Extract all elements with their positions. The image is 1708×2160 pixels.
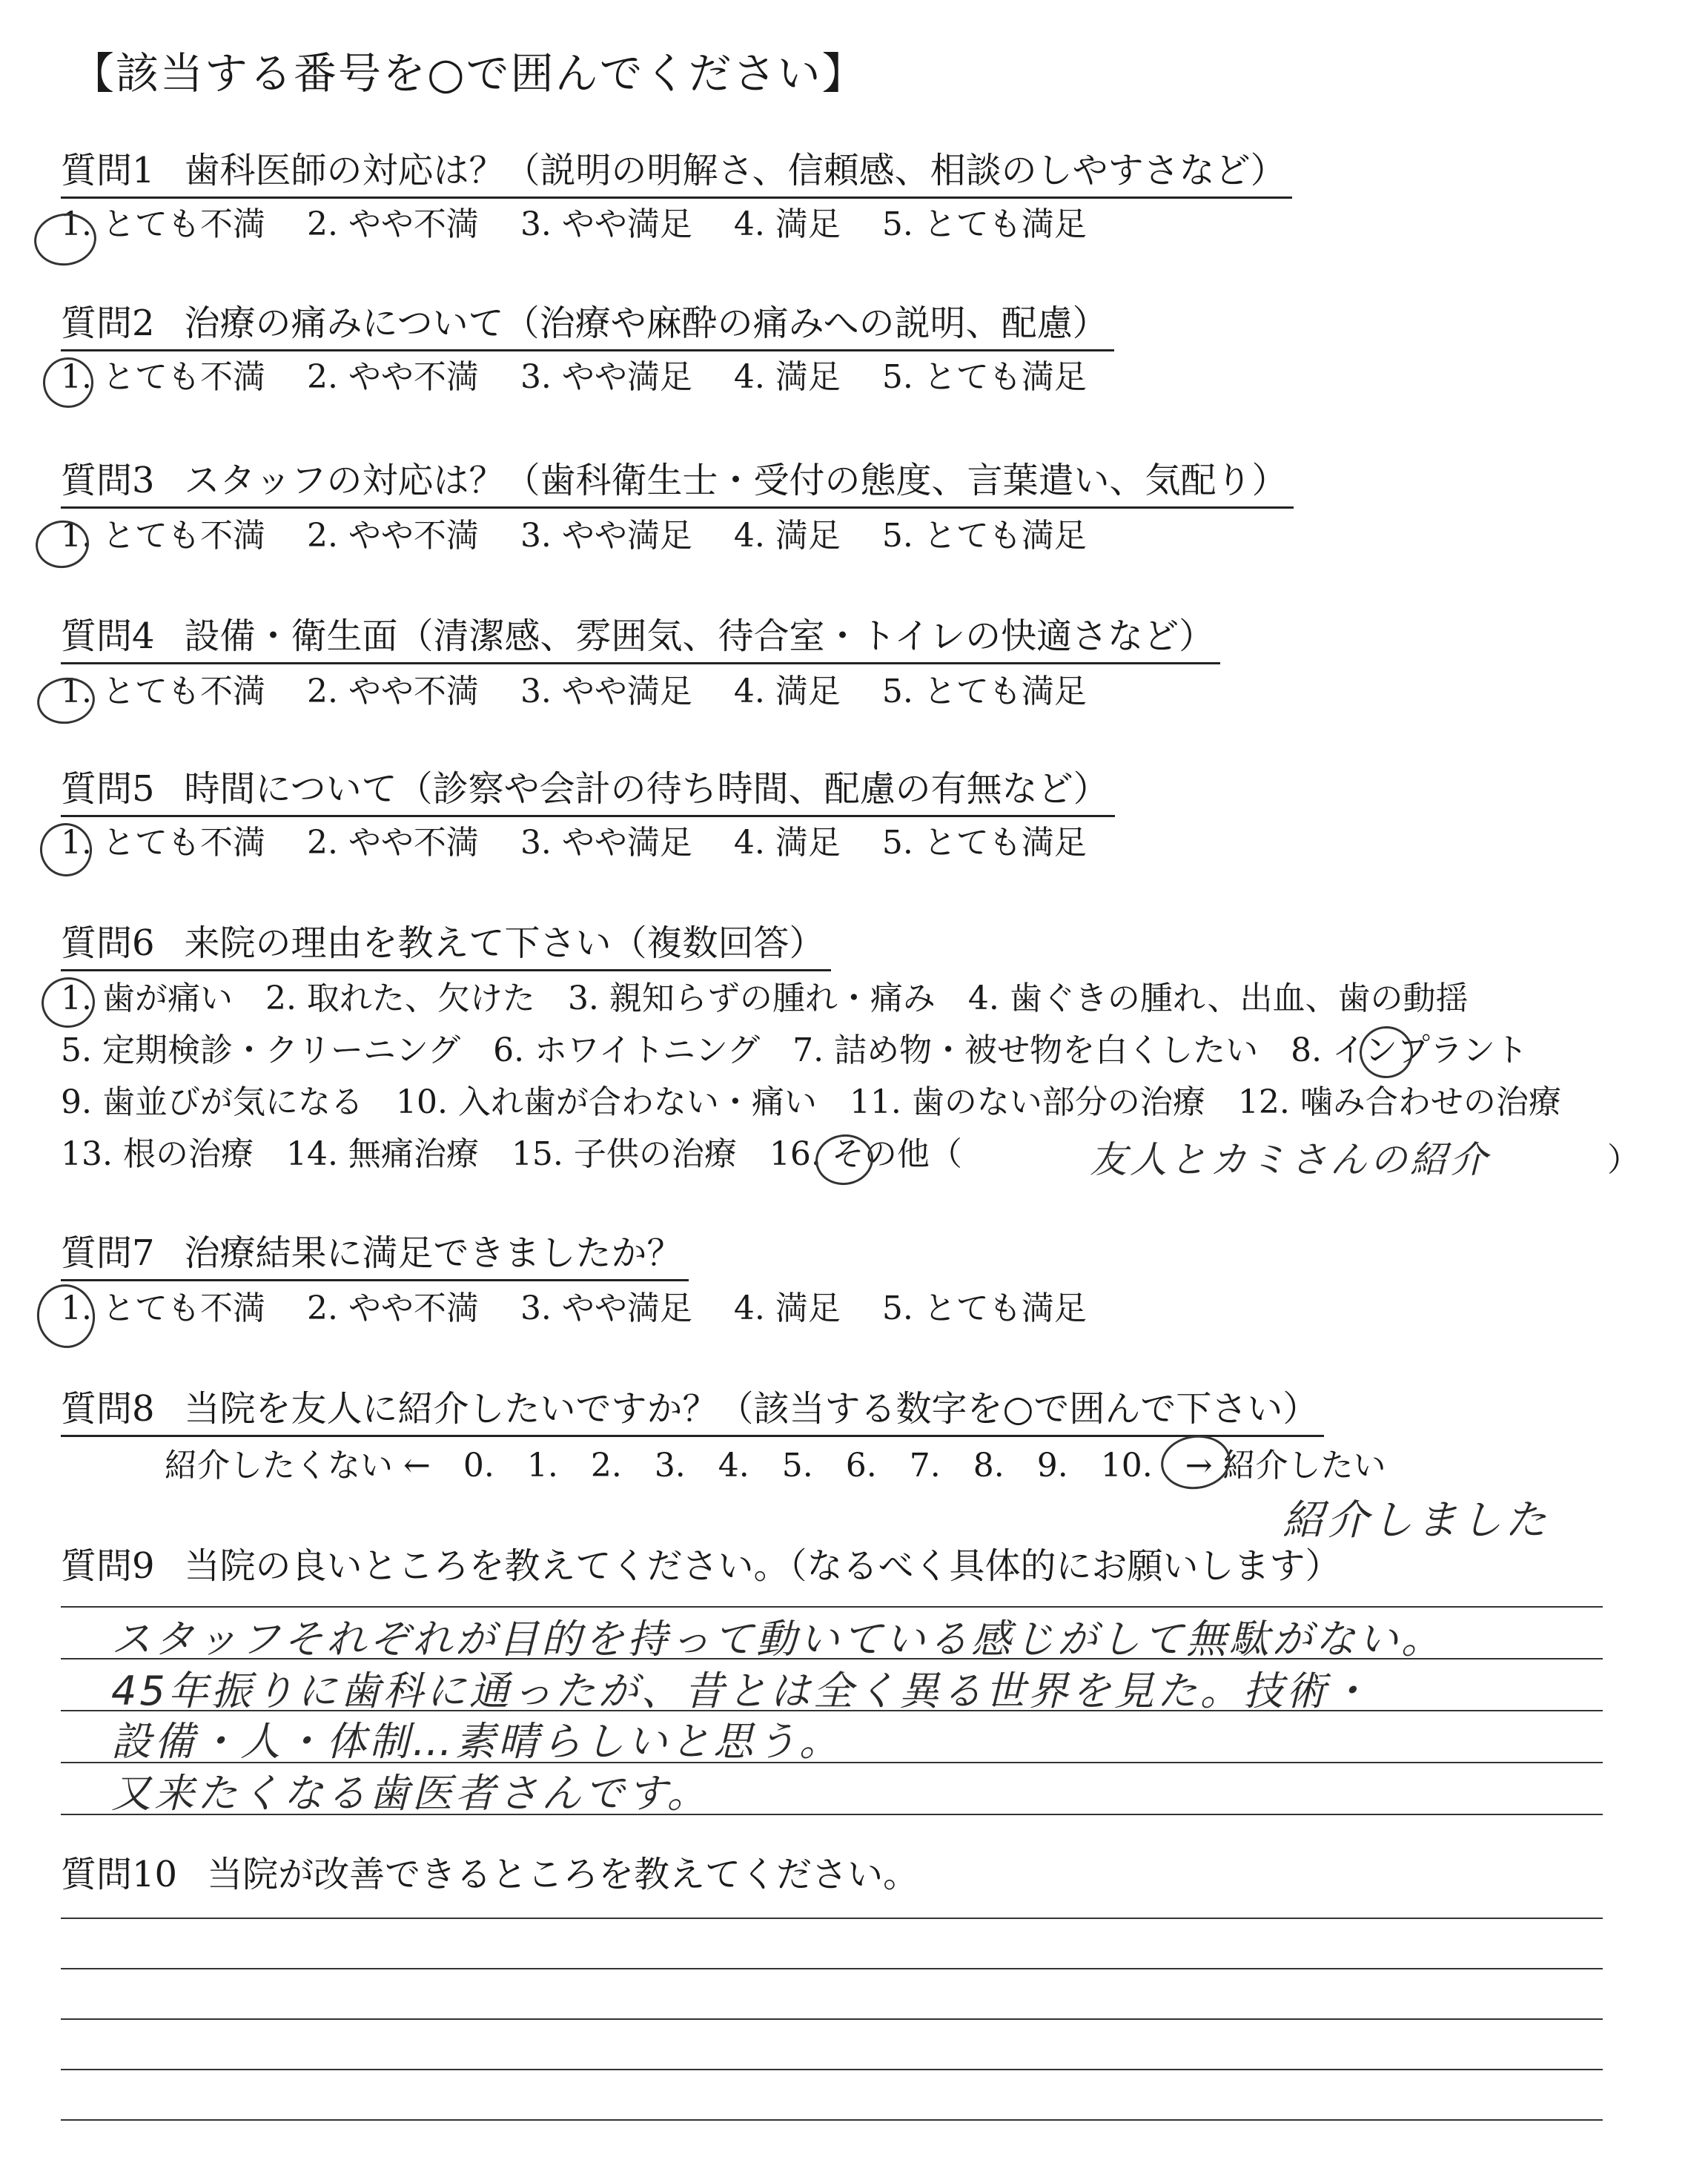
- option-5[interactable]: 5. とても満足: [881, 824, 1087, 862]
- option-2[interactable]: 2. やや不満: [306, 1289, 479, 1327]
- option-9[interactable]: 9. 歯並びが気になる: [61, 1083, 363, 1121]
- option-5[interactable]: 5. とても満足: [881, 205, 1087, 243]
- option-3[interactable]: 3. やや満足: [520, 517, 692, 555]
- question-3: [61, 457, 1294, 509]
- question-text: スタッフの対応は？（歯科衛生士・受付の態度、言葉遣い、気配り）: [184, 460, 1288, 501]
- option-2[interactable]: 2. 取れた、欠けた: [265, 980, 535, 1017]
- question-text: 歯科医師の対応は？（説明の明解さ、信頼感、相談のしやすさなど）: [184, 150, 1286, 191]
- option-4[interactable]: 4. 満足: [733, 1289, 841, 1327]
- question-number: 質問9: [61, 1545, 155, 1587]
- option-13[interactable]: 13. 根の治療: [61, 1135, 254, 1173]
- question-7: [61, 1229, 689, 1281]
- option-2[interactable]: 2. やや不満: [306, 517, 479, 555]
- option-3[interactable]: 3. やや満足: [520, 824, 692, 862]
- scale-value[interactable]: 7.: [909, 1447, 941, 1484]
- option-2[interactable]: 2. やや不満: [306, 673, 479, 710]
- q9-answer-line-3: 設備・人・体制…素晴らしいと思う。: [111, 1718, 842, 1765]
- scale-value[interactable]: 3.: [654, 1447, 686, 1484]
- option-2[interactable]: 2. やや不満: [306, 205, 479, 243]
- question-number: 質問7: [61, 1232, 155, 1274]
- question-text: 治療結果に満足できましたか？: [184, 1232, 683, 1274]
- option-8[interactable]: 8. インプラント: [1291, 1031, 1529, 1069]
- question-9: [61, 1542, 1341, 1591]
- option-4[interactable]: 4. 満足: [733, 358, 841, 396]
- option-5[interactable]: 5. とても満足: [881, 517, 1087, 555]
- option-14[interactable]: 14. 無痛治療: [285, 1135, 479, 1173]
- option-4[interactable]: 4. 満足: [733, 673, 841, 710]
- question-number: 質問5: [61, 768, 155, 810]
- option-15[interactable]: 15. 子供の治療: [511, 1135, 737, 1173]
- scale-value[interactable]: 8.: [973, 1447, 1004, 1484]
- option-5[interactable]: 5. とても満足: [881, 1289, 1087, 1327]
- q3-options: [61, 515, 1128, 557]
- q6-options-row-3: [61, 1081, 1594, 1123]
- option-2[interactable]: 2. やや不満: [306, 824, 479, 862]
- q7-options: [61, 1287, 1128, 1330]
- question-number: 質問1: [61, 150, 155, 191]
- option-1[interactable]: 1. とても不満: [61, 358, 265, 396]
- question-5: [61, 765, 1115, 817]
- option-1[interactable]: 1. とても不満: [61, 673, 265, 710]
- answer-line: [61, 1918, 1603, 1919]
- q6-options-row-2: [61, 1029, 1560, 1071]
- scale-value[interactable]: 2.: [590, 1447, 622, 1484]
- option-1[interactable]: 1. とても不満: [61, 1289, 265, 1327]
- question-1: [61, 147, 1292, 199]
- question-10: [61, 1851, 918, 1899]
- scale-left-label: 紹介したくない ←: [165, 1447, 431, 1484]
- option-4[interactable]: 4. 満足: [733, 205, 841, 243]
- option-5[interactable]: 5. 定期検診・クリーニング: [61, 1031, 461, 1069]
- question-number: 質問4: [61, 615, 155, 657]
- question-number: 質問8: [61, 1388, 155, 1430]
- scale-value[interactable]: 6.: [845, 1447, 877, 1484]
- scale-value[interactable]: 5.: [781, 1447, 813, 1484]
- option-3[interactable]: 3. やや満足: [520, 1289, 692, 1327]
- question-text: 当院が改善できるところを教えてください。: [207, 1854, 919, 1895]
- option-3[interactable]: 3. やや満足: [520, 205, 692, 243]
- question-2: [61, 300, 1114, 351]
- scale-value[interactable]: 10.: [1100, 1447, 1153, 1484]
- question-number: 質問10: [61, 1854, 178, 1895]
- option-4[interactable]: 4. 満足: [733, 824, 841, 862]
- scale-value[interactable]: 1.: [526, 1447, 558, 1484]
- question-text: 当院の良いところを教えてください。（なるべく具体的にお願いします）: [184, 1545, 1341, 1587]
- form-title: 【該当する番号を○で囲んでください】: [71, 48, 867, 99]
- option-3[interactable]: 3. やや満足: [520, 358, 692, 396]
- question-text: 治療の痛みについて（治療や麻酔の痛みへの説明、配慮）: [184, 303, 1108, 344]
- question-4: [61, 612, 1220, 664]
- q6-other-close: ）: [1607, 1141, 1640, 1179]
- q2-options: [61, 356, 1128, 398]
- question-8: [61, 1385, 1324, 1437]
- option-7[interactable]: 7. 詰め物・被せ物を白くしたい: [792, 1031, 1259, 1069]
- q6-other-handwritten: 友人とカミさんの紹介: [1090, 1138, 1490, 1181]
- q9-answer-line-4: 又来たくなる歯医者さんです。: [111, 1770, 710, 1817]
- option-1[interactable]: 1. とても不満: [61, 517, 265, 555]
- question-number: 質問3: [61, 460, 155, 501]
- scale-right-label: → 紹介したい: [1185, 1447, 1386, 1484]
- q6-options-row-1: [61, 977, 1501, 1020]
- option-11[interactable]: 11. 歯のない部分の治療: [849, 1083, 1205, 1121]
- q9-answer-line-2: 45年振りに歯科に通ったが、昔とは全く異る世界を見た。技術・: [111, 1668, 1372, 1714]
- question-text: 時間について（診察や会計の待ち時間、配慮の有無など）: [184, 768, 1109, 810]
- option-12[interactable]: 12. 噛み合わせの治療: [1237, 1083, 1561, 1121]
- q4-options: [61, 670, 1128, 713]
- question-text: 設備・衛生面（清潔感、雰囲気、待合室・トイレの快適さなど）: [184, 615, 1215, 657]
- option-6[interactable]: 6. ホワイトニング: [493, 1031, 761, 1069]
- question-number: 質問2: [61, 303, 155, 344]
- question-number: 質問6: [61, 922, 155, 964]
- scale-value[interactable]: 0.: [463, 1447, 494, 1484]
- option-2[interactable]: 2. やや不満: [306, 358, 479, 396]
- option-10[interactable]: 10. 入れ歯が合わない・痛い: [395, 1083, 817, 1121]
- question-6: [61, 919, 831, 971]
- q1-options: [61, 203, 1128, 245]
- option-1[interactable]: 1. とても不満: [61, 205, 265, 243]
- q9-answer-line-1: スタッフそれぞれが目的を持って動いている感じがして無駄がない。: [111, 1616, 1444, 1662]
- option-5[interactable]: 5. とても満足: [881, 358, 1087, 396]
- answer-line: [61, 2018, 1603, 2020]
- option-16[interactable]: 16. その他（: [769, 1135, 962, 1173]
- option-4[interactable]: 4. 満足: [733, 517, 841, 555]
- scale-value[interactable]: 9.: [1036, 1447, 1068, 1484]
- option-1[interactable]: 1. 歯が痛い: [61, 980, 233, 1017]
- answer-line: [61, 2069, 1603, 2070]
- scale-value[interactable]: 4.: [718, 1447, 749, 1484]
- option-3[interactable]: 3. 親知らずの腫れ・痛み: [567, 980, 936, 1017]
- option-4[interactable]: 4. 歯ぐきの腫れ、出血、歯の動揺: [967, 980, 1469, 1017]
- option-1[interactable]: 1. とても不満: [61, 824, 265, 862]
- question-text: 当院を友人に紹介したいですか？（該当する数字を○で囲んで下さい）: [184, 1388, 1319, 1430]
- answer-line: [61, 1968, 1603, 1969]
- q8-handwritten-note: 紹介しました: [1282, 1496, 1549, 1545]
- option-5[interactable]: 5. とても満足: [881, 673, 1087, 710]
- option-3[interactable]: 3. やや満足: [520, 673, 692, 710]
- q5-options: [61, 822, 1128, 864]
- question-text: 来院の理由を教えて下さい（複数回答）: [184, 922, 825, 964]
- answer-line: [61, 2119, 1603, 2121]
